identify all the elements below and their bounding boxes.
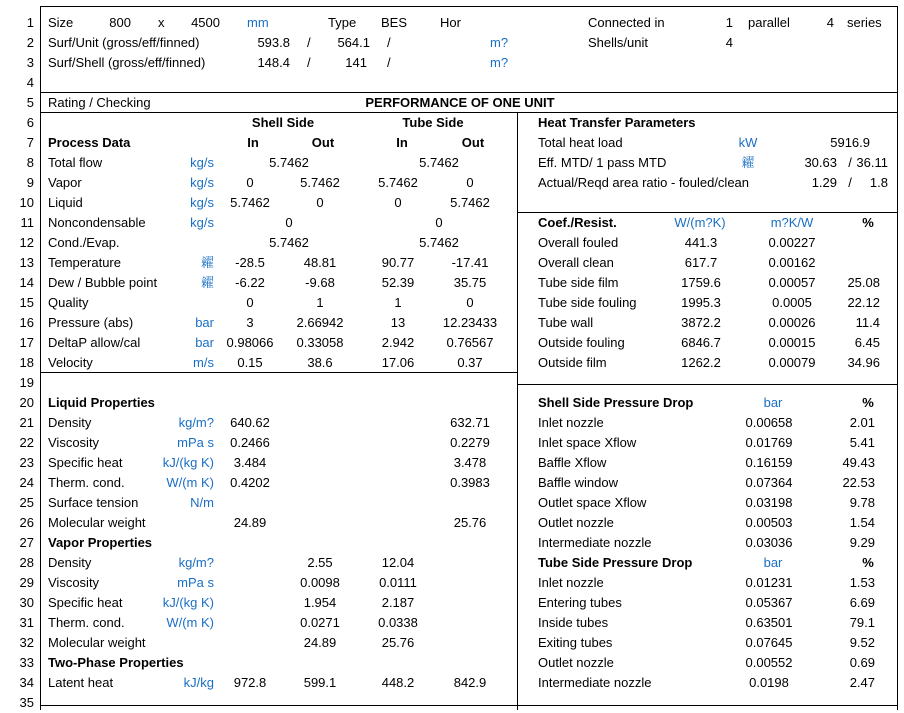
- shell-dp-pct: 1.54: [849, 515, 875, 530]
- shell-out-value: 38.6: [307, 355, 333, 370]
- size-unit: mm: [247, 15, 269, 30]
- row-number: 12: [19, 235, 34, 250]
- sep: /: [387, 55, 391, 70]
- row-number: 16: [19, 315, 34, 330]
- tube-dp-value: 0.0198: [749, 675, 789, 690]
- shell-dp-value: 0.00658: [745, 415, 793, 430]
- shell-in-header: In: [247, 135, 259, 150]
- tube-total-value: [339, 253, 539, 273]
- tube-dp-value: 0.01231: [745, 575, 793, 590]
- series-label: series: [847, 15, 882, 30]
- shell-dp-value: 0.00503: [745, 515, 793, 530]
- tube-dp-pct: 2.47: [849, 675, 875, 690]
- tube-in-value: 17.06: [381, 355, 415, 370]
- shell-dp-pct: 5.41: [849, 435, 875, 450]
- row-number: 5: [26, 95, 34, 110]
- sep: /: [307, 55, 311, 70]
- row-number: 34: [19, 675, 34, 690]
- shell-in-value: 0.4202: [230, 475, 270, 490]
- shell-total-value: 0: [285, 215, 293, 230]
- shell-in-value: -28.5: [235, 255, 265, 270]
- tube-total-value: [339, 353, 539, 373]
- tube-dp-pct: 1.53: [849, 575, 875, 590]
- row-label: Molecular weight: [48, 635, 146, 650]
- connected-label: Connected in: [588, 15, 665, 30]
- coef-value: 3872.2: [681, 315, 721, 330]
- coef-label: Overall clean: [538, 255, 614, 270]
- shell-in-value: 640.62: [230, 415, 270, 430]
- shell-out-value: 0: [316, 195, 324, 210]
- tube-dp-header: Tube Side Pressure Drop: [538, 555, 693, 570]
- unit-label: kg/s: [190, 155, 214, 170]
- unit-label: W/(m K): [166, 475, 214, 490]
- shell-out-value: 1: [316, 295, 324, 310]
- shell-dp-label: Outlet space Xflow: [538, 495, 647, 510]
- tube-in-value: 90.77: [381, 255, 415, 270]
- tube-in-value: 448.2: [381, 675, 415, 690]
- resist-value: 0.00162: [768, 255, 816, 270]
- tube-dp-pct: 9.52: [849, 635, 875, 650]
- shell-dp-label: Inlet space Xflow: [538, 435, 637, 450]
- row-number: 2: [26, 35, 34, 50]
- row-number: 7: [26, 135, 34, 150]
- size-width[interactable]: 800: [109, 15, 131, 30]
- shell-dp-pct: 2.01: [849, 415, 875, 430]
- row-number: 15: [19, 295, 34, 310]
- tube-dp-label: Intermediate nozzle: [538, 675, 652, 690]
- coef-value: 6846.7: [681, 335, 721, 350]
- row-number: 19: [19, 375, 34, 390]
- performance-title: PERFORMANCE OF ONE UNIT: [365, 95, 555, 110]
- row-label: Therm. cond.: [48, 615, 125, 630]
- pct-value: [680, 253, 880, 273]
- shell-in-value: 5.7462: [230, 195, 270, 210]
- htp-value-2: 36.11: [856, 155, 888, 170]
- shell-dp-value: 0.16159: [745, 455, 793, 470]
- row-label: Surface tension: [48, 495, 139, 510]
- tube-in-value: 1: [394, 295, 402, 310]
- pct-value: 11.4: [855, 315, 880, 330]
- shell-out-value: 24.89: [303, 635, 337, 650]
- shell-dp-pct: 9.78: [849, 495, 875, 510]
- htp-label: Eff. MTD/ 1 pass MTD: [538, 155, 667, 170]
- series-count[interactable]: 4: [826, 15, 834, 30]
- resist-value: 0.00015: [768, 335, 816, 350]
- tube-dp-label: Inlet nozzle: [538, 575, 604, 590]
- pct-header: %: [862, 215, 874, 230]
- row-number: 4: [26, 75, 34, 90]
- row-number: 14: [19, 275, 34, 290]
- coef-divider: [517, 384, 898, 385]
- pct-header: %: [862, 395, 874, 410]
- resist-value: 0.00026: [768, 315, 816, 330]
- shell-in-value: 0.15: [237, 355, 263, 370]
- row-number: 20: [19, 395, 34, 410]
- pct-value: 25.08: [847, 275, 880, 290]
- tube-out-value: 0.2279: [450, 435, 490, 450]
- shell-in-value: 3: [246, 315, 254, 330]
- coef-value: 617.7: [684, 255, 718, 270]
- rating-label: Rating / Checking: [48, 95, 151, 110]
- unit-label: mPa s: [177, 575, 214, 590]
- coef-value: 441.3: [684, 235, 718, 250]
- surf-unit-gross: 593.8: [257, 35, 290, 50]
- row-label: Noncondensable: [48, 215, 146, 230]
- shell-dp-header: Shell Side Pressure Drop: [538, 395, 694, 410]
- parallel-count[interactable]: 1: [725, 15, 733, 30]
- unit-label: N/m: [190, 495, 214, 510]
- surf-unit-label: Surf/Unit (gross/eff/finned): [48, 35, 200, 50]
- row-number: 17: [19, 335, 34, 350]
- unit-label: kg/s: [190, 195, 214, 210]
- row-number: 30: [19, 595, 34, 610]
- area-unit: m?: [490, 55, 509, 70]
- row-number: 23: [19, 455, 34, 470]
- tube-dp-value: 0.00552: [745, 655, 793, 670]
- row-label: Viscosity: [48, 575, 100, 590]
- row-label: Cond./Evap.: [48, 235, 120, 250]
- surf-shell-eff: 141: [345, 55, 367, 70]
- row-number: 24: [19, 475, 34, 490]
- tube-dp-label: Exiting tubes: [538, 635, 613, 650]
- resist-value: 0.0005: [772, 295, 812, 310]
- htp-sep: /: [848, 155, 852, 170]
- shells-value[interactable]: 4: [725, 35, 733, 50]
- row-label: Therm. cond.: [48, 475, 125, 490]
- shell-in-value: 0: [246, 175, 254, 190]
- row-label: Viscosity: [48, 435, 100, 450]
- row-label: Pressure (abs): [48, 315, 134, 330]
- tube-total-value: 0: [435, 215, 443, 230]
- coef-value: 1262.2: [681, 355, 721, 370]
- htp-label: Actual/Reqd area ratio - fouled/clean: [538, 175, 750, 190]
- row-number: 25: [19, 495, 34, 510]
- shell-dp-value: 0.07364: [745, 475, 793, 490]
- shell-out-value: 5.7462: [300, 175, 340, 190]
- tube-out-value: 0.76567: [446, 335, 494, 350]
- tube-out-header: Out: [461, 135, 485, 150]
- shell-dp-value: 0.03198: [745, 495, 793, 510]
- surf-shell-gross: 148.4: [257, 55, 290, 70]
- row-number: 21: [19, 415, 34, 430]
- shell-dp-label: Outlet nozzle: [538, 515, 614, 530]
- resist-value: 0.00079: [768, 355, 816, 370]
- htp-header: Heat Transfer Parameters: [538, 115, 696, 130]
- tube-out-value: 632.71: [450, 415, 490, 430]
- shell-out-header: Out: [311, 135, 335, 150]
- row-number: 32: [19, 635, 34, 650]
- sep: /: [307, 35, 311, 50]
- shell-dp-label: Baffle window: [538, 475, 618, 490]
- shell-total-value: 5.7462: [269, 155, 309, 170]
- htp-value-1: 5916.9: [830, 135, 870, 150]
- shell-dp-pct: 49.43: [842, 455, 875, 470]
- shell-out-value: 2.66942: [296, 315, 344, 330]
- row-number: 33: [19, 655, 34, 670]
- row-number: 3: [26, 55, 34, 70]
- liquid-props-header: Liquid Properties: [48, 395, 155, 410]
- unit-label: kJ/(kg K): [162, 595, 214, 610]
- htp-value-1: 30.63: [804, 155, 837, 170]
- coef-unit-1: W/(m?K): [674, 215, 726, 230]
- tube-dp-value: 0.07645: [745, 635, 793, 650]
- shells-label: Shells/unit: [588, 35, 648, 50]
- area-unit: m?: [490, 35, 509, 50]
- htp-value-1: 1.29: [811, 175, 837, 190]
- sep: /: [387, 35, 391, 50]
- coef-label: Tube side fouling: [538, 295, 637, 310]
- row-number: 6: [26, 115, 34, 130]
- size-label: Size: [48, 15, 74, 30]
- shell-side-header: Shell Side: [251, 115, 315, 130]
- tube-out-value: 25.76: [453, 515, 487, 530]
- tube-in-value: 0: [394, 195, 402, 210]
- shell-out-value: 0.0271: [300, 615, 340, 630]
- row-number: 26: [19, 515, 34, 530]
- tube-in-value: 2.942: [381, 335, 415, 350]
- shell-in-value: 0: [246, 295, 254, 310]
- unit-label: kg/s: [190, 215, 214, 230]
- two-phase-header: Two-Phase Properties: [48, 655, 184, 670]
- row-number: 31: [19, 615, 34, 630]
- unit-label: 糴: [200, 255, 214, 270]
- tube-dp-pct: 79.1: [849, 615, 875, 630]
- row-number: 13: [19, 255, 34, 270]
- htp-sep: /: [848, 175, 852, 190]
- row-label: DeltaP allow/cal: [48, 335, 141, 350]
- pct-value: [680, 233, 880, 253]
- htp-label: Total heat load: [538, 135, 623, 150]
- tube-out-value: 0.3983: [450, 475, 490, 490]
- shell-in-value: 24.89: [233, 515, 267, 530]
- shell-out-value: 48.81: [303, 255, 337, 270]
- coef-header: Coef./Resist.: [538, 215, 617, 230]
- tube-in-value: 52.39: [381, 275, 415, 290]
- row-number: 29: [19, 575, 34, 590]
- shell-dp-pct: 9.29: [849, 535, 875, 550]
- coef-label: Overall fouled: [538, 235, 619, 250]
- shell-out-value: 599.1: [303, 675, 337, 690]
- unit-label: m/s: [193, 355, 214, 370]
- row-number: 28: [19, 555, 34, 570]
- shell-dp-label: Baffle Xflow: [538, 455, 607, 470]
- coef-value: 1995.3: [681, 295, 721, 310]
- shell-out-value: 0.0098: [300, 575, 340, 590]
- unit-label: mPa s: [177, 435, 214, 450]
- tube-in-value: 0.0338: [378, 615, 418, 630]
- tube-out-value: 0: [466, 295, 474, 310]
- shell-total-value: 5.7462: [269, 235, 309, 250]
- tube-in-value: 25.76: [381, 635, 415, 650]
- shell-dp-value: 0.03036: [745, 535, 793, 550]
- unit-label: 糴: [200, 275, 214, 290]
- process-data-header: Process Data: [48, 135, 131, 150]
- pct-value: 22.12: [847, 295, 880, 310]
- size-x: x: [158, 15, 165, 30]
- tube-out-value: 5.7462: [450, 195, 490, 210]
- tube-in-value: 5.7462: [378, 175, 418, 190]
- tube-dp-label: Inside tubes: [538, 615, 609, 630]
- shell-in-value: 972.8: [233, 675, 267, 690]
- shell-in-value: -6.22: [235, 275, 265, 290]
- tube-dp-value: 0.63501: [745, 615, 793, 630]
- row-label: Velocity: [48, 355, 93, 370]
- pct-header: %: [862, 555, 874, 570]
- tube-out-value: 0: [466, 175, 474, 190]
- tube-out-value: 842.9: [453, 675, 487, 690]
- pct-value: 6.45: [854, 335, 880, 350]
- row-label: Latent heat: [48, 675, 114, 690]
- coef-label: Outside film: [538, 355, 607, 370]
- shell-in-value: 0.98066: [226, 335, 274, 350]
- unit-label: kg/s: [190, 175, 214, 190]
- shell-out-value: -9.68: [305, 275, 335, 290]
- vapor-props-header: Vapor Properties: [48, 535, 153, 550]
- tube-total-value: [339, 293, 539, 313]
- tube-out-value: 12.23433: [442, 315, 498, 330]
- tube-in-header: In: [396, 135, 408, 150]
- row-number: 22: [19, 435, 34, 450]
- coef-label: Tube side film: [538, 275, 619, 290]
- coef-label: Tube wall: [538, 315, 594, 330]
- unit-label: kJ/(kg K): [162, 455, 214, 470]
- tube-dp-pct: 6.69: [849, 595, 875, 610]
- row-label: Quality: [48, 295, 89, 310]
- tube-in-value: 2.187: [381, 595, 415, 610]
- shell-dp-label: Intermediate nozzle: [538, 535, 652, 550]
- row-label: Specific heat: [48, 595, 123, 610]
- row-number: 27: [19, 535, 34, 550]
- tube-dp-label: Entering tubes: [538, 595, 622, 610]
- orientation[interactable]: Hor: [440, 15, 461, 30]
- row-label: Molecular weight: [48, 515, 146, 530]
- shell-out-value: 0.33058: [296, 335, 344, 350]
- row-label: Specific heat: [48, 455, 123, 470]
- tube-total-value: [339, 273, 539, 293]
- shell-in-value: 0.2466: [230, 435, 270, 450]
- type-value[interactable]: BES: [381, 15, 408, 30]
- tube-in-value: 12.04: [381, 555, 415, 570]
- row-label: Density: [48, 555, 92, 570]
- row-number: 10: [19, 195, 34, 210]
- parallel-label: parallel: [748, 15, 790, 30]
- shell-dp-pct: 22.53: [842, 475, 875, 490]
- coef-value: 1759.6: [681, 275, 721, 290]
- tube-out-value: 0.37: [457, 355, 483, 370]
- tube-total-value: [339, 333, 539, 353]
- row-label: Liquid: [48, 195, 83, 210]
- tube-out-value: 35.75: [453, 275, 487, 290]
- tube-total-value: [339, 193, 539, 213]
- pct-value: 34.96: [847, 355, 880, 370]
- row-number: 1: [26, 15, 34, 30]
- htp-unit: 糴: [741, 155, 755, 170]
- tube-in-value: 0.0111: [379, 575, 417, 590]
- size-length[interactable]: 4500: [191, 15, 220, 30]
- bar-unit: bar: [763, 395, 783, 410]
- tube-out-value: 3.478: [453, 455, 487, 470]
- shell-out-value: 1.954: [303, 595, 337, 610]
- tube-out-value: -17.41: [451, 255, 489, 270]
- row-label: Vapor: [48, 175, 82, 190]
- unit-label: bar: [195, 315, 214, 330]
- unit-label: kJ/kg: [183, 675, 214, 690]
- shell-in-value: 3.484: [233, 455, 267, 470]
- shell-dp-value: 0.01769: [745, 435, 793, 450]
- row-number: 9: [26, 175, 34, 190]
- tube-total-value: [339, 313, 539, 333]
- resist-value: 0.00057: [768, 275, 816, 290]
- unit-label: W/(m K): [166, 615, 214, 630]
- tube-total-value: 5.7462: [419, 155, 459, 170]
- resist-value: 0.00227: [768, 235, 816, 250]
- row-number: 11: [20, 215, 34, 230]
- unit-label: bar: [195, 335, 214, 350]
- unit-label: kg/m?: [178, 555, 214, 570]
- tube-dp-label: Outlet nozzle: [538, 655, 614, 670]
- surf-unit-eff: 564.1: [337, 35, 370, 50]
- type-label: Type: [328, 15, 357, 30]
- row-label: Dew / Bubble point: [48, 275, 158, 290]
- htp-unit: kW: [738, 135, 758, 150]
- tube-in-value: 13: [390, 315, 406, 330]
- row-label: Total flow: [48, 155, 103, 170]
- surf-shell-label: Surf/Shell (gross/eff/finned): [48, 55, 206, 70]
- unit-label: kg/m?: [178, 415, 214, 430]
- tube-side-header: Tube Side: [402, 115, 464, 130]
- tube-total-value: [339, 173, 539, 193]
- row-number: 18: [19, 355, 34, 370]
- htp-value-2: 1.8: [869, 175, 888, 190]
- row-number: 35: [19, 695, 34, 710]
- bar-unit: bar: [763, 555, 783, 570]
- tube-dp-value: 0.05367: [745, 595, 793, 610]
- shell-dp-label: Inlet nozzle: [538, 415, 604, 430]
- coef-label: Outside fouling: [538, 335, 625, 350]
- bottom-divider: [40, 705, 898, 706]
- tube-total-value: 5.7462: [419, 235, 459, 250]
- tube-dp-pct: 0.69: [849, 655, 875, 670]
- shell-out-value: 2.55: [307, 555, 333, 570]
- top-border: [40, 6, 898, 7]
- coef-unit-2: m?K/W: [770, 215, 814, 230]
- row-number: 8: [26, 155, 34, 170]
- row-label: Density: [48, 415, 92, 430]
- row-label: Temperature: [48, 255, 121, 270]
